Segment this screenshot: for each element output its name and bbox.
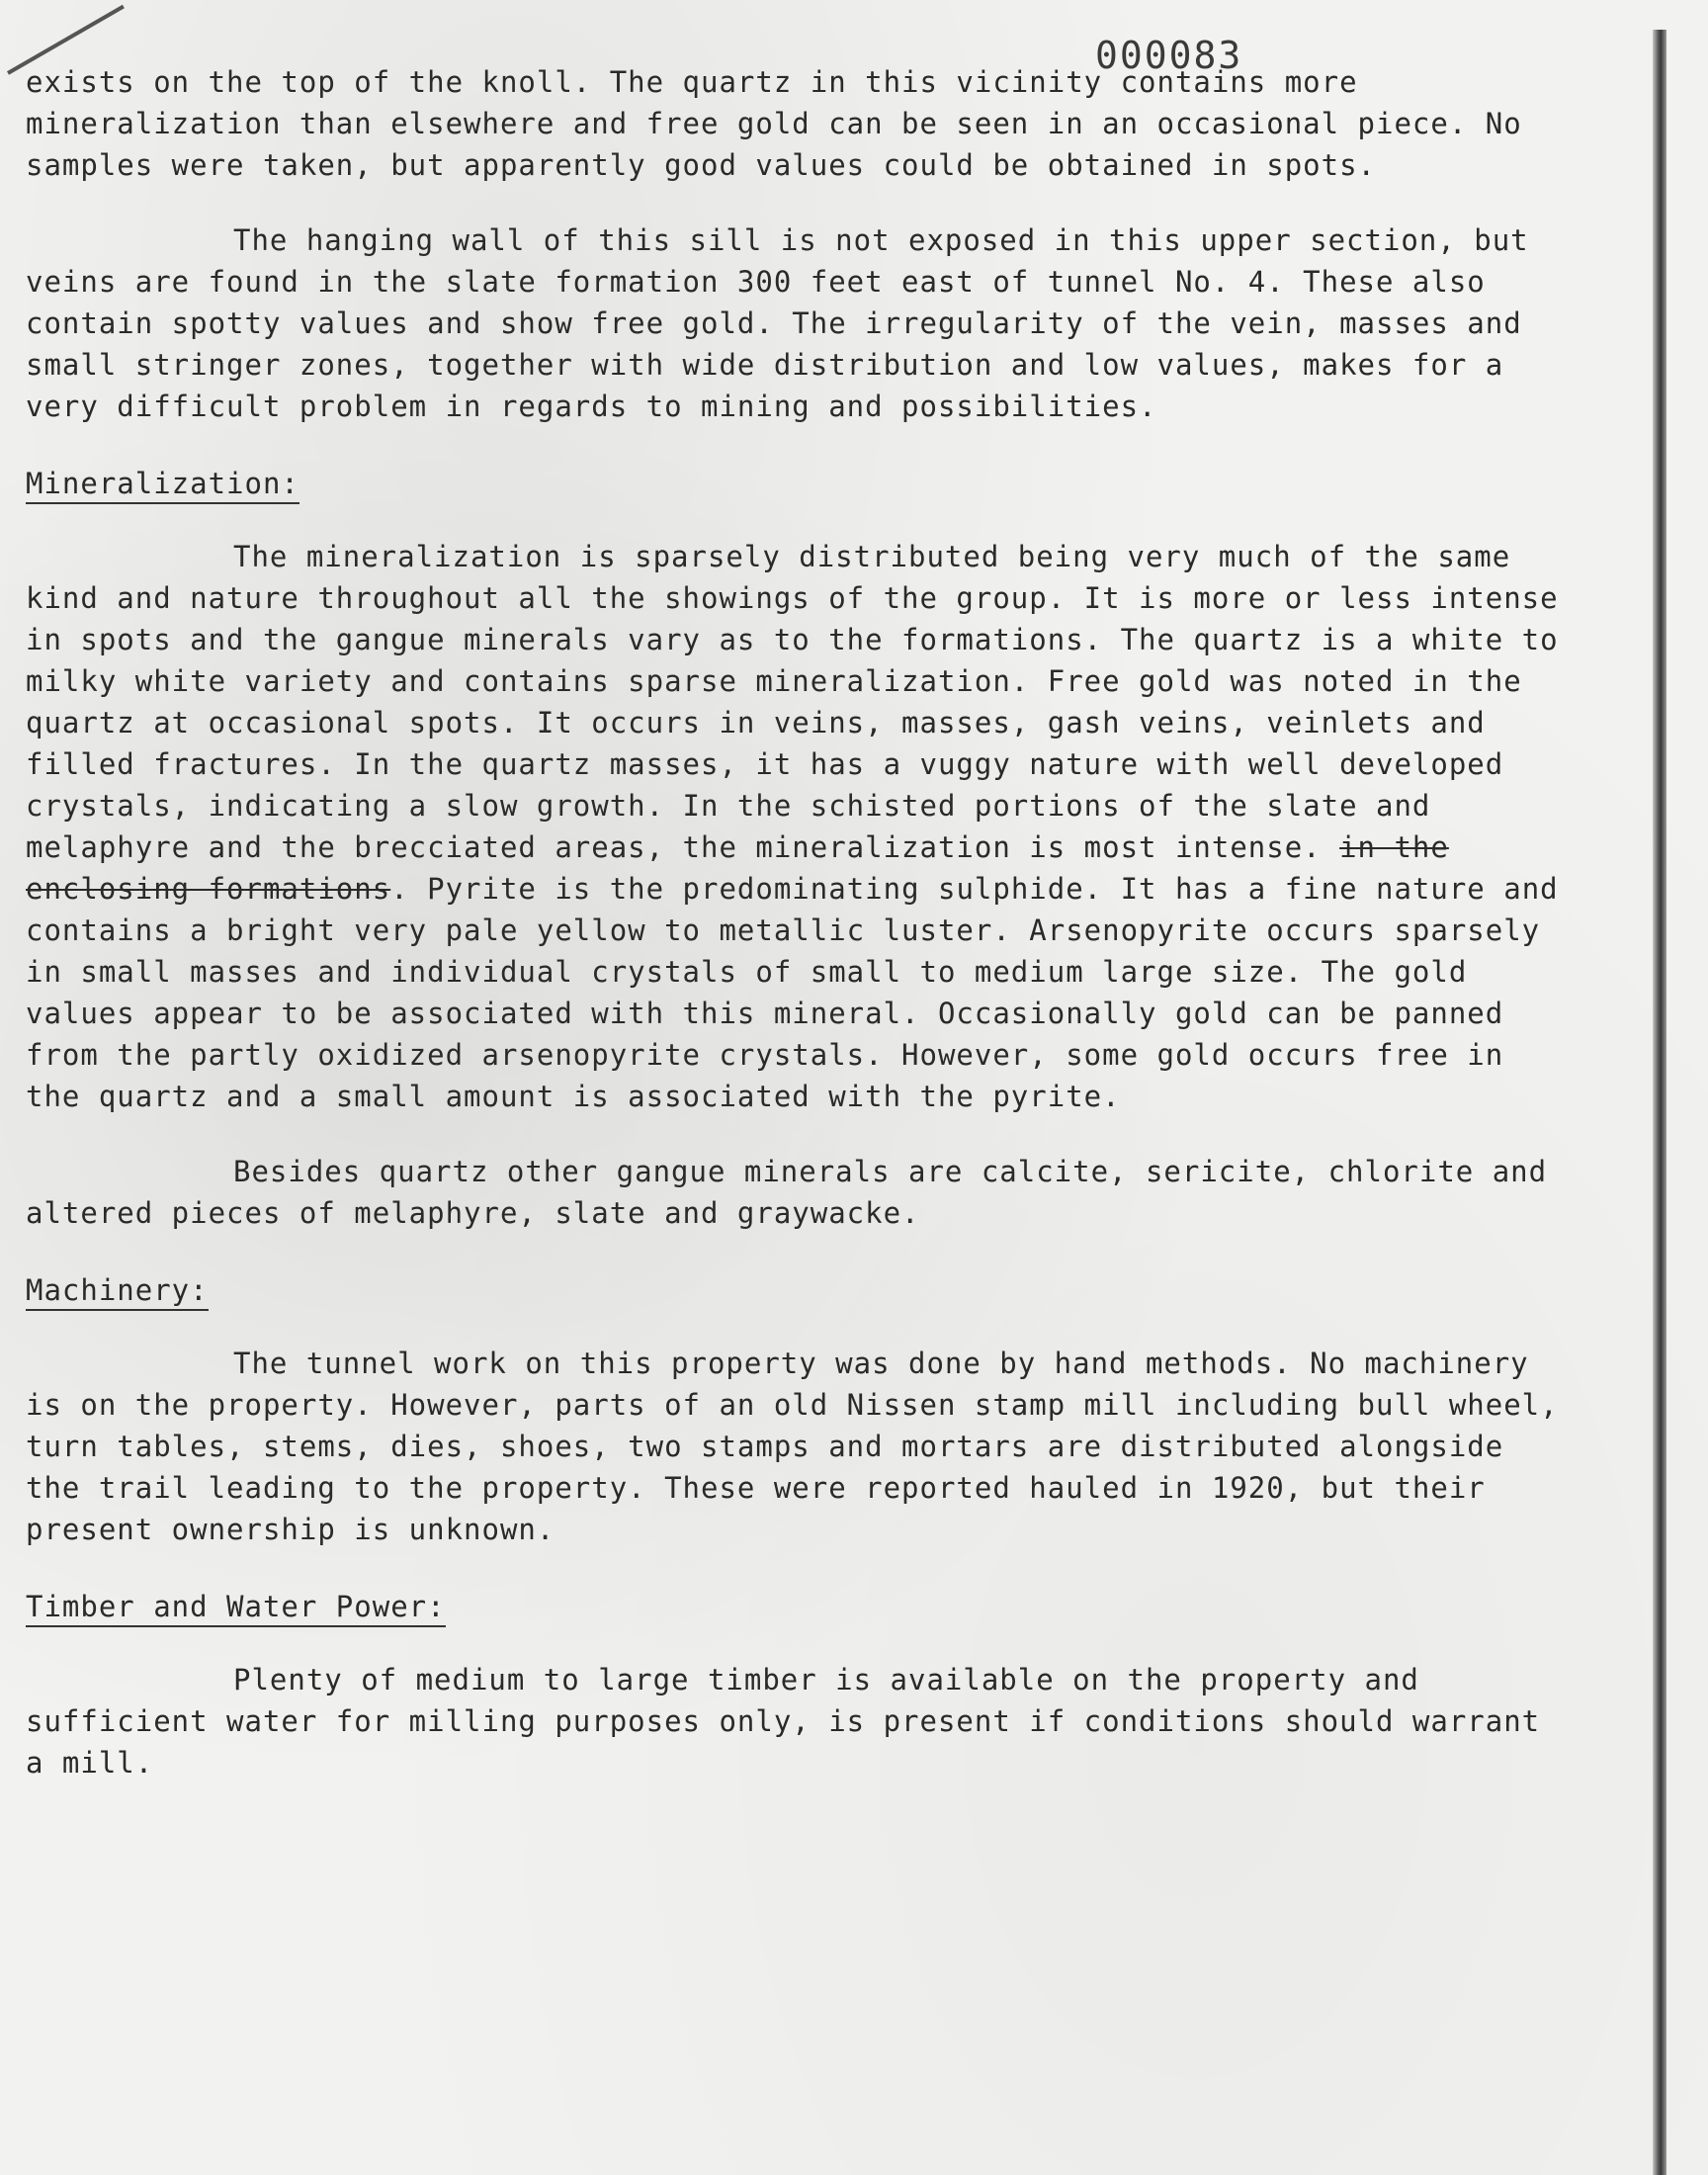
- paragraph-gangue-minerals: Besides quartz other gangue minerals are calcite, sericite, chlorite and altered pieces of melaphyre, slate and graywacke.: [26, 1155, 1548, 1230]
- paragraph-knoll: exists on the top of the knoll. The quartz in this vicinity contains more mineralization than elsewhere and free gold can be seen in an occasional piece. No samples were taken, but apparently good values could be obtained in spots.: [26, 65, 1522, 182]
- heading-mineralization: Mineralization:: [26, 465, 299, 504]
- paragraph-hanging-wall: The hanging wall of this sill is not exposed in this upper section, but veins are found in the slate formation 300 feet east of tunnel No. 4. These also contain spotty values and show free gold. The irregularity of the vein, masses and small stringer zones, together with wide distribution and low values, makes for a very difficult problem in regards to mining and possibilities.: [26, 223, 1529, 423]
- page-edge-shadow: [1653, 30, 1666, 2175]
- document-body: [26, 61, 1568, 1817]
- heading-timber-water: Timber and Water Power:: [26, 1588, 446, 1627]
- struck-out-text: in the enclosing formations: [26, 830, 1449, 906]
- paragraph-mineralization: [26, 536, 1568, 1117]
- paragraph-timber-water: Plenty of medium to large timber is available on the property and sufficient water for milling purposes only, is present if conditions should warrant a mill.: [26, 1663, 1541, 1780]
- paragraph-machinery: The tunnel work on this property was done by hand methods. No machinery is on the property. However, parts of an old Nissen stamp mill including bull wheel, turn tables, stems, dies, shoes, two stamps and mortars are distributed alongside the trail leading to the property. These were reported hauled in 1920, but their present ownership is unknown.: [26, 1347, 1559, 1546]
- section-machinery: [26, 1267, 1568, 1550]
- section-timber-water: [26, 1584, 1568, 1784]
- page-stamp-number: 000083: [1095, 34, 1243, 77]
- section-mineralization: [26, 461, 1568, 1234]
- mineralization-text-end: . Pyrite is the predominating sulphide. It has a fine nature and contains a bright very pale yellow to metallic luster. Arsenopyrite occurs sparsely in small masses and individual crystals of small to medium large size. The gold values appear to be associated with this mineral. Occasionally gold can be panned from the partly oxidized arsenopyrite crystals. However, some gold occurs free in the quartz and a small amount is associated with the pyrite.: [26, 872, 1559, 1113]
- mineralization-text-start: The mineralization is sparsely distributed being very much of the same kind and nature throughout all the showings of the group. It is more or less intense in spots and the gangue minerals vary as to the formations. The quartz is a white to milky white variety and contains sparse mineralization. Free gold was noted in the quartz at occasional spots. It occurs in veins, masses, gash veins, veinlets and filled fractures. In the quartz masses, it has a vuggy nature with well developed crystals, indicating a slow growth. In the schisted portions of the slate and melaphyre and the brecciated areas, the mineralization is most intense.: [26, 540, 1559, 864]
- heading-machinery: Machinery:: [26, 1271, 209, 1311]
